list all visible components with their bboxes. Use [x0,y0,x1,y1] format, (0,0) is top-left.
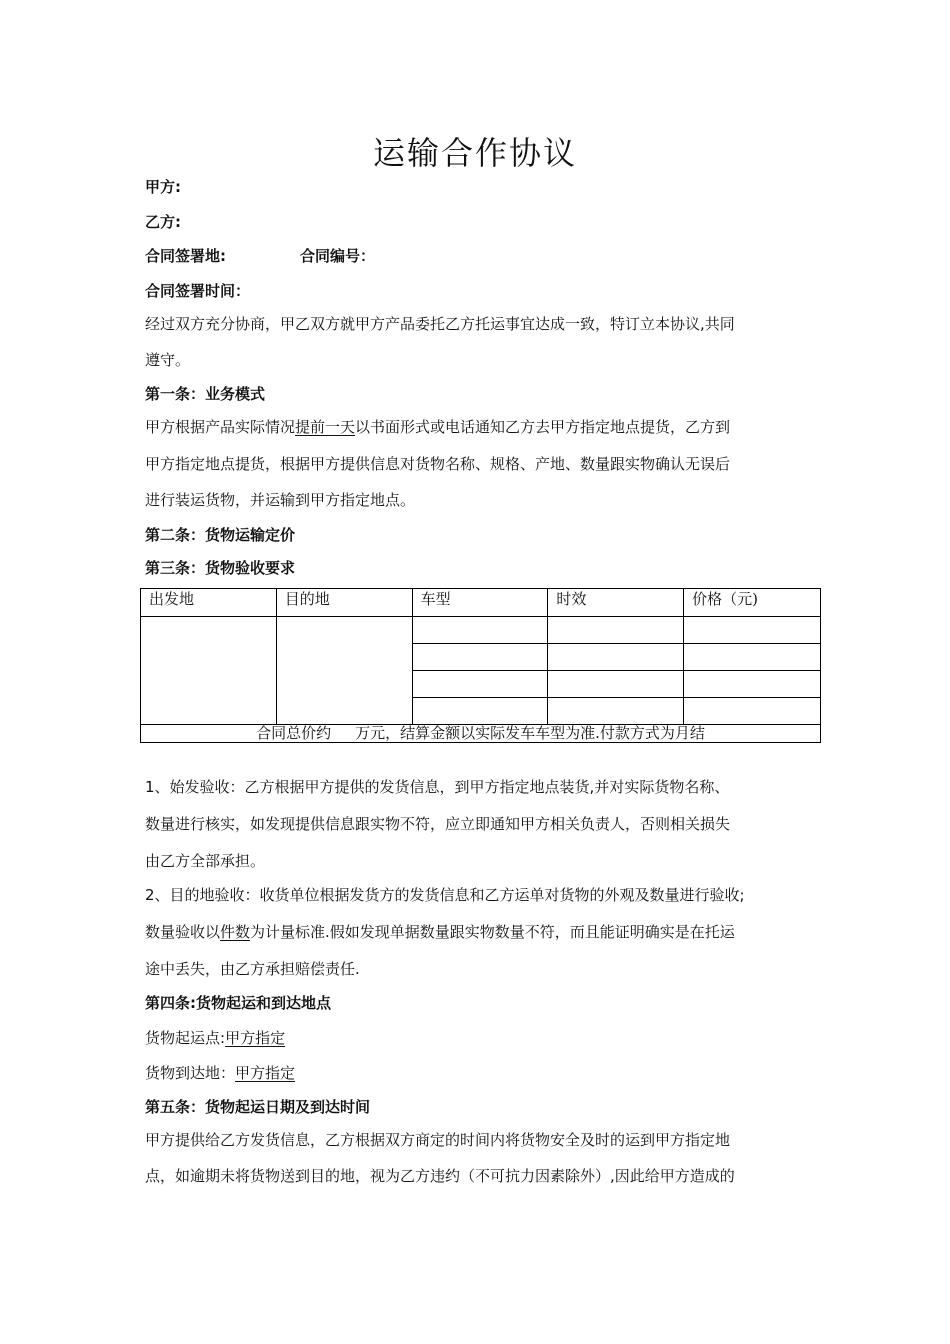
article-1-text-b: 以书面形式或电话通知乙方去甲方指定地点提货，乙方到 [355,418,731,436]
article-2-title: 第二条：货物运输定价 [145,526,296,544]
header-duration: 时效 [548,589,684,617]
article-5-line-2: 点，如逾期未将货物送到目的地，视为乙方违约（不可抗力因素除外）,因此给甲方造成的 [145,1167,735,1185]
destination-cell [276,617,412,725]
origin-cell [141,617,277,725]
article-4-title: 第四条:货物起运和到达地点 [145,994,331,1012]
party-b-label: 乙方: [145,213,181,231]
table-cell [548,617,684,644]
table-row [141,617,821,644]
table-cell [412,617,548,644]
table-cell [548,644,684,671]
item-2-line-2 [145,922,735,942]
origin-label: 货物起运点: [145,1029,226,1047]
sign-place-label: 合同签署地: [145,247,226,265]
article-1-title: 第一条：业务模式 [145,385,266,403]
table-footer [141,725,821,743]
table-cell [412,671,548,698]
item-1-line-3: 由乙方全部承担。 [145,852,266,870]
item-2-line-3: 途中丢失，由乙方承担赔偿责任. [145,960,360,978]
item-2-text-a: 数量验收以 [145,923,221,941]
header-vehicle-type: 车型 [412,589,548,617]
destination-value: 甲方指定 [235,1064,296,1082]
header-price: 价格（元) [684,589,821,617]
article-1-text-a: 甲方根据产品实际情况 [145,418,296,436]
destination-label: 货物到达地： [145,1064,236,1082]
party-a-label: 甲方: [145,178,181,196]
table-cell [548,698,684,725]
header-origin: 出发地 [141,589,277,617]
table-cell [548,671,684,698]
item-2-line-1: 2、目的地验收：收货单位根据发货方的发货信息和乙方运单对货物的外观及数量进行验收; [145,886,745,904]
pricing-table [140,588,821,743]
article-3-title: 第三条：货物验收要求 [145,559,296,577]
article-1-underlined: 提前一天 [295,418,356,436]
table-cell [684,698,821,725]
footer-total-label: 合同总价约 [256,724,332,742]
article-1-line-3: 进行装运货物，并运输到甲方指定地点。 [145,491,416,509]
item-2-text-b: 为计量标准.假如发现单据数量跟实物数量不符，而且能证明确实是在托运 [250,923,735,941]
table-cell [412,644,548,671]
article-1-line-1 [145,417,730,437]
article-5-line-1: 甲方提供给乙方发货信息，乙方根据双方商定的时间内将货物安全及时的运到甲方指定地 [145,1131,731,1149]
contract-no-label: 合同编号： [300,247,376,265]
intro-line-2: 遵守。 [145,351,191,369]
footer-settlement-text: 万元，结算金额以实际发车车型为准.付款方式为月结 [355,724,705,742]
table-header-row [141,589,821,617]
origin-line [145,1028,285,1048]
document-title: 运输合作协议 [372,134,577,172]
item-1-line-1: 1、始发验收：乙方根据甲方提供的发货信息，到甲方指定地点装货,并对实际货物名称、 [145,778,730,796]
table-cell [412,698,548,725]
header-destination: 目的地 [276,589,412,617]
table-footer-row [141,725,821,743]
table-cell [684,644,821,671]
item-2-underlined: 件数 [220,923,251,941]
sign-time-label: 合同签署时间： [145,282,251,300]
origin-value: 甲方指定 [225,1029,286,1047]
table-cell [684,671,821,698]
destination-line [145,1063,295,1083]
table-cell [684,617,821,644]
article-5-title: 第五条：货物起运日期及到达时间 [145,1098,371,1116]
sign-place-line [145,246,375,266]
item-1-line-2: 数量进行核实，如发现提供信息跟实物不符，应立即通知甲方相关负责人，否则相关损失 [145,815,731,833]
intro-line-1: 经过双方充分协商，甲乙双方就甲方产品委托乙方托运事宜达成一致，特订立本协议,共同 [145,315,735,333]
article-1-line-2: 甲方指定地点提货，根据甲方提供信息对货物名称、规格、产地、数量跟实物确认无误后 [145,455,731,473]
